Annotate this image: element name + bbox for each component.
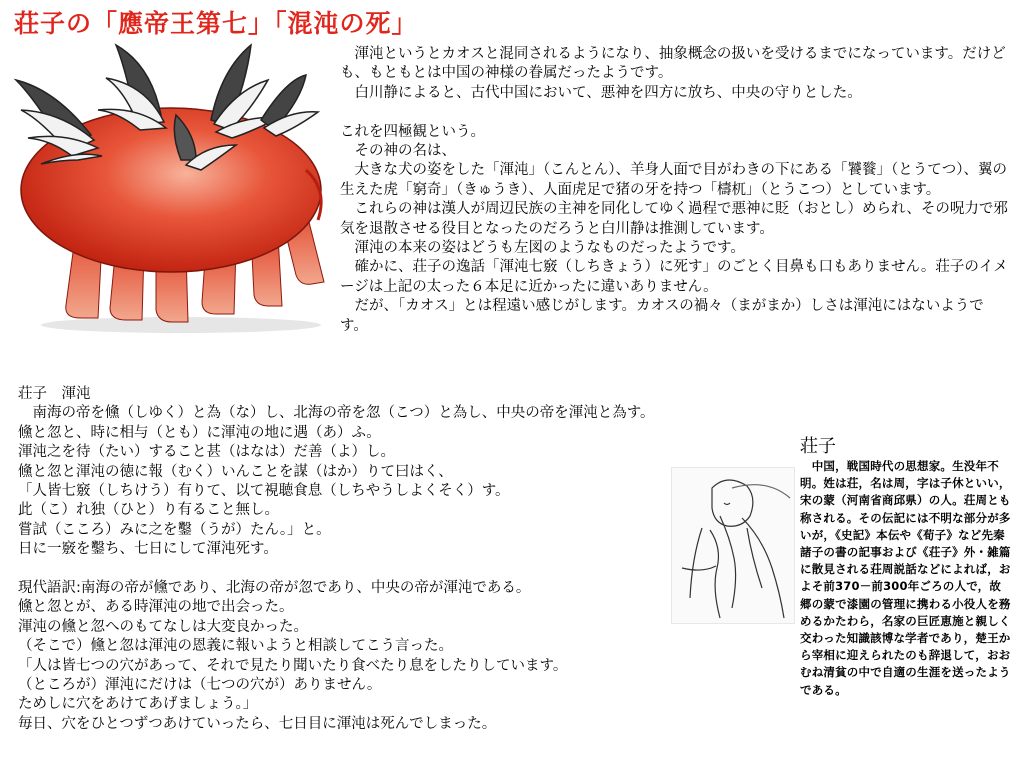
intro-paragraph: これらの神は漢人が周辺民族の主神を同化してゆく過程で悪神に貶（おとし）められ、その呪力で邪気を退散させる役目となったのだろうと白川静は推測しています。 [340, 201, 1008, 237]
translation-line: 毎日、穴をひとつずつあけていったら、七日目に渾沌は死んでしまった。 [18, 715, 497, 732]
kanbun-line: 儵と忽と渾沌の徳に報（むく）いんことを謀（はか）りて曰はく、 [18, 463, 453, 480]
intro-text [340, 45, 1008, 336]
zhuangzi-portrait [671, 467, 795, 624]
intro-paragraph: だが、「カオス」とは程遠い感じがします。カオスの禍々（まがまか）しさは渾沌にはないようです。 [340, 298, 984, 334]
intro-paragraph: 確かに、荘子の逸話「渾沌七竅（しちきょう）に死す」のごとく目鼻も口もありません。荘子のイメージは上記の太った６本足に近かったに違いありません。 [340, 259, 1008, 295]
page-title: 荘子の「應帝王第七」「混沌の死」 [14, 9, 418, 38]
zhuangzi-bio: 中国，戦国時代の思想家。生没年不明。姓は荘，名は周，字は子休といい，宋の蒙（河南省商邱県）の人。荘周とも称される。その伝記には不明な部分が多いが，《史記》本伝や《荀子》など先秦諸子の書の記事および《荘子》外・雑篇に散見される荘周説話などによれば，およそ前370－前300年ごろの人で，故郷の蒙で漆園の管理に携わる小役人を務めるかたわら，名家の巨匠恵施と親しく交わった知識該博な学者であり，楚王から宰相に迎えられたのも辞退して，おおむね清貧の中で自適の生涯を送ったようである。 [800, 459, 1011, 697]
translation-line: 渾沌の儵と忽へのもてなしは大変良かった。 [18, 618, 308, 635]
kanbun-line: 儵と忽と、時に相与（とも）に渾沌の地に遇（あ）ふ。 [18, 424, 381, 441]
section-heading: 荘子 渾沌 [18, 386, 91, 402]
kanbun-line: 嘗試（こころ）みに之を鑿（うが）たん。」と。 [18, 521, 331, 538]
translation-line: ためしに穴をあけてあげましょう。」 [18, 696, 258, 713]
kanbun-line: 渾沌之を待（たい）すること甚（はなは）だ善（よ）し。 [18, 444, 395, 461]
translation-line: （ところが）渾沌にだけは（七つの穴が）ありません。 [18, 677, 382, 694]
translation-line: 「人は皆七つの穴があって、それで見たり聞いたり食べたり息をしたりしています。 [18, 657, 568, 674]
intro-paragraph: 白川静によると、古代中国において、悪神を四方に放ち、中央の守りとした。 [340, 84, 862, 101]
translation-line: 儵と忽とが、ある時渾沌の地で出会った。 [18, 599, 294, 616]
kanbun-line: 南海の帝を儵（しゆく）と為（な）し、北海の帝を忽（こつ）と為し、中央の帝を渾沌と為す。 [18, 405, 655, 422]
intro-paragraph: これを四極観という。 [340, 123, 485, 140]
kanbun-line: 此（こ）れ独（ひと）り有ること無し。 [18, 502, 279, 519]
kanbun-line: 「人皆七竅（しちけう）有りて、以て視聴食息（しちやうしよくそく）す。 [18, 483, 510, 500]
intro-paragraph: 大きな犬の姿をした「渾沌」（こんとん）、羊身人面で目がわきの下にある「饕餮」（とうてつ）、翼の生えた虎「窮奇」（きゅうき）、人面虎足で猪の牙を持つ「檮杌」（とうこつ）としています。 [340, 162, 1007, 198]
sidebar-title: 荘子 [800, 436, 836, 457]
kanbun-line: 日に一竅を鑿ち、七日にして渾沌死す。 [18, 541, 278, 558]
intro-paragraph: 渾沌というとカオスと混同されるようになり、抽象概念の扱いを受けるまでになっています。だけども、もともとは中国の神様の眷属だったようです。 [340, 46, 1006, 82]
spacer [340, 103, 1008, 122]
translation-line: 現代語訳:南海の帝が儵であり、北海の帝が忽であり、中央の帝が渾沌である。 [18, 580, 531, 597]
hundun-illustration [6, 40, 336, 340]
intro-paragraph: その神の名は、 [340, 143, 456, 160]
intro-paragraph: 渾沌の本来の姿はどうも左図のようなものだったようです。 [340, 240, 745, 257]
translation-line: （そこで）儵と忽は渾沌の恩義に報いようと相談してこう言った。 [18, 638, 453, 655]
